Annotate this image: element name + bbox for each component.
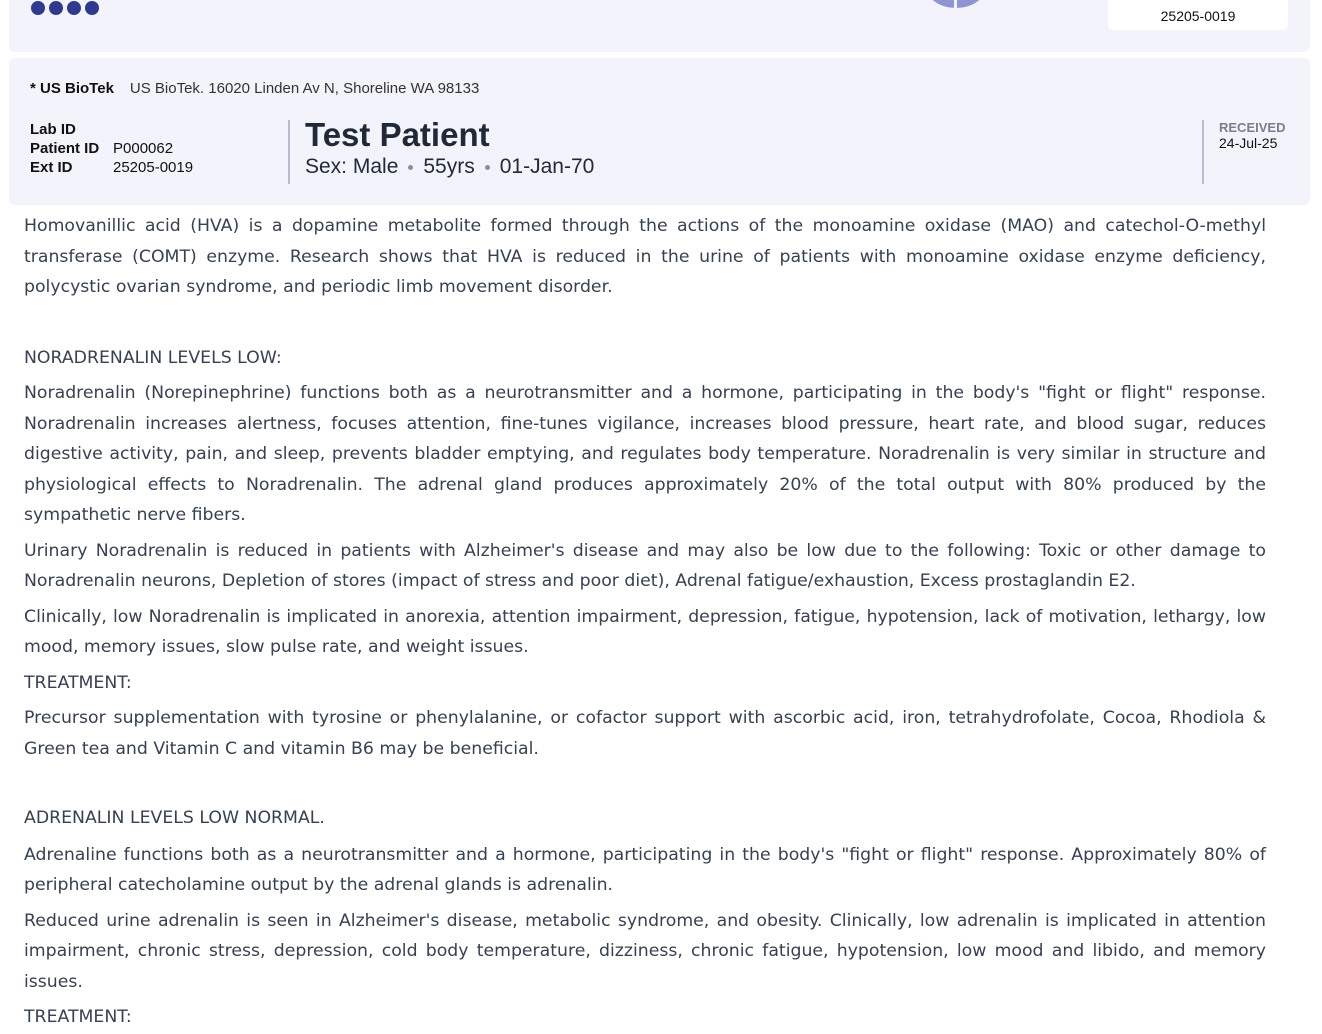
patient-id-label: Patient ID: [30, 140, 100, 157]
patient-id-value: P000062: [113, 140, 174, 157]
received-label: RECEIVED: [1219, 120, 1286, 135]
treatment-heading-1: TREATMENT:: [24, 672, 132, 693]
patient-age: 55yrs: [423, 155, 475, 178]
id-block: [30, 120, 193, 177]
lab-id-row: [30, 120, 193, 139]
adrenalin-paragraph-1: Adrenaline functions both as a neurotransmitter and a hormone, participating in the body's "fight or flight" response. Approximately 80% of peripheral catecholamine output by the adrenal glands is adrenalin.: [24, 844, 1266, 895]
noradrenalin-paragraph-2: Urinary Noradrenalin is reduced in patients with Alzheimer's disease and may also be low due to the following: Toxic or other damage to Noradrenalin neurons, Depletion of stores (impact of stress and poor diet), Adrenal fatigue/exhaustion, Excess prostaglandin E2.: [24, 540, 1266, 591]
noradrenalin-paragraph-1: Noradrenalin (Norepinephrine) functions both as a neurotransmitter and a hormone, participating in the body's "fight or flight" response. Noradrenalin increases alertness, focuses attention, fine-tunes vigilance, increases blood pressure, heart rate, and blood sugar, reduces digestive activity, pain, and sleep, prevents bladder emptying, and regulates body temperature. Noradrenalin is very similar in structure and physiological effects to Noradrenalin. The adrenal gland produces approximately 20% of the total output with 80% produced by the sympathetic nerve fibers.: [24, 383, 1266, 525]
patient-sex: Sex: Male: [305, 155, 399, 178]
pie-logo-icon: [927, 0, 985, 8]
bullet-separator: [485, 165, 490, 170]
top-ext-id: 25205-0019: [1160, 8, 1236, 24]
patient-id-row: [30, 139, 193, 158]
lab-line: [30, 80, 479, 97]
treatment-paragraph-1: Precursor supplementation with tyrosine or phenylalanine, or cofactor support with ascorbic acid, iron, tetrahydrofolate, Cocoa, Rhodiola & Green tea and Vitamin C and vitamin B6 may be beneficial.: [24, 708, 1266, 759]
patient-name: Test Patient: [305, 116, 490, 153]
top-banner: [9, 0, 1310, 52]
top-ext-id-box: [1108, 0, 1288, 30]
ext-id-value: 25205-0019: [113, 159, 194, 176]
patient-dob: 01-Jan-70: [499, 155, 595, 178]
lab-address: US BioTek. 16020 Linden Av N, Shoreline WA 98133: [129, 80, 480, 97]
adrenalin-paragraph-2: Reduced urine adrenalin is seen in Alzheimer's disease, metabolic syndrome, and obesity. Clinically, low adrenalin is implicated in attention impairment, chronic stress, depression, cold body temperature, dizziness, chronic fatigue, hypotension, low mood and libido, and memory issues.: [24, 910, 1266, 992]
adrenalin-heading: ADRENALIN LEVELS LOW NORMAL.: [24, 808, 325, 828]
ext-id-row: [30, 158, 193, 177]
bullet-separator: [408, 165, 413, 170]
report-content: [24, 211, 1266, 1033]
lab-name: * US BioTek: [30, 80, 114, 97]
received-date: 24-Jul-25: [1219, 135, 1278, 151]
header-divider-right: [1202, 120, 1204, 184]
hva-paragraph: Homovanillic acid (HVA) is a dopamine metabolite formed through the actions of the monoamine oxidase (MAO) and catechol-O-methyl transferase (COMT) enzyme. Research shows that HVA is reduced in the urine of patients with monoamine oxidase enzyme deficiency, polycystic ovarian syndrome, and periodic limb movement disorder.: [24, 216, 1266, 297]
lab-id-label: Lab ID: [30, 121, 76, 138]
noradrenalin-paragraph-3: Clinically, low Noradrenalin is implicated in anorexia, attention impairment, depression, fatigue, hypotension, lack of motivation, lethargy, low mood, memory issues, slow pulse rate, and weight issues.: [24, 606, 1266, 657]
treatment-heading-2: TREATMENT:: [24, 1007, 132, 1027]
patient-header: [9, 58, 1310, 205]
ext-id-label: Ext ID: [30, 159, 73, 176]
noradrenalin-heading: NORADRENALIN LEVELS LOW:: [24, 347, 282, 368]
patient-meta: [305, 155, 594, 179]
header-divider-left: [288, 120, 290, 184]
logo-dots-icon: [31, 1, 99, 15]
